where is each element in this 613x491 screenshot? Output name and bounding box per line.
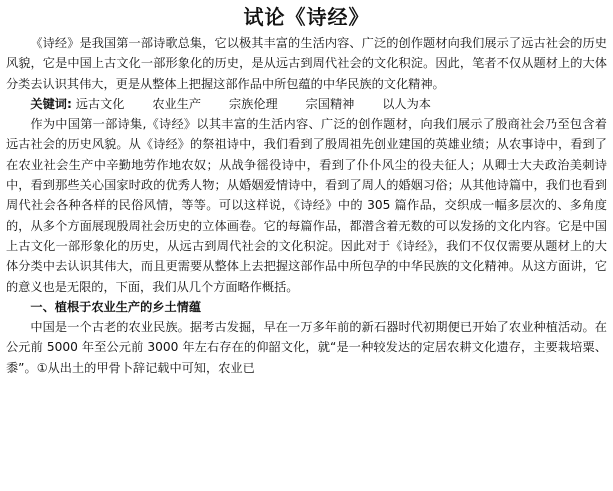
keywords-label: 关键词: — [30, 96, 72, 111]
abstract-paragraph: 《诗经》是我国第一部诗歌总集，它以极其丰富的生活内容、广泛的创作题材向我们展示了远古社会的历史风貌，它是中国上古文化一部形象化的历史，是从远古到周代社会的文化积淀。因此，笔者不仅从题材上的大体分类去认识其伟大，更是从整体上把握这部作品中所包蕴的中华民族的文化精神。 — [6, 36, 607, 91]
keyword-item: 农业生产 — [152, 96, 202, 111]
keyword-item: 远古文化 — [75, 96, 125, 111]
section-paragraph: 中国是一个古老的农业民族。据考古发掘，早在一万多年前的新石器时代初期便已开始了农业种植活动。在公元前 5000 年至公元前 3000 年左右存在的仰韶文化，就“是一种较发达的定居农耕文化遗存，主要栽培粟、黍”。①从出土的甲骨卜辞记载中可知，农业已 — [6, 320, 607, 375]
keyword-item: 以人为本 — [382, 96, 431, 111]
keywords-line — [6, 94, 607, 114]
keyword-item: 宗国精神 — [305, 96, 355, 111]
body-paragraph: 作为中国第一部诗集,《诗经》以其丰富的生活内容、广泛的创作题材，向我们展示了殷商社会乃至包含着远古社会的历史风貌。从《诗经》的祭祖诗中，我们看到了殷周祖先创业建国的英雄业绩；从农事诗中，看到了在农业社会生产中辛勤地劳作地农奴；从战争徭役诗中，看到了仆仆风尘的役夫征人；从卿士大夫政治美刺诗中，看到那些关心国家时政的优秀人物；从婚姻爱情诗中，看到了周人的婚姻习俗；从其他诗篇中，我们也看到周代社会各种各样的民俗风情，等等。可以这样说，《诗经》中的 305 篇作品，交织成一幅多层次的、多角度的，从多个方面展现殷周社会历史的立体画卷。它的每篇作品，都潜含着无数的可以发扬的文化内容。它是中国上古文化一部形象化的历史，从远古到周代社会的文化积淀。因此对于《诗经》，我们不仅仅需要从题材上的大体分类中去认识其伟大，而且更需要从整体上去把握这部作品中所包孕的中华民族的文化精神。从这方面讲，它的意义也是无限的，下面，我们从几个方面略作概括。 — [6, 117, 607, 294]
keyword-item: 宗族伦理 — [228, 96, 278, 111]
document-title: 试论《诗经》 — [243, 5, 370, 29]
section-heading: 一、植根于农业生产的乡土情蕴 — [30, 299, 202, 314]
